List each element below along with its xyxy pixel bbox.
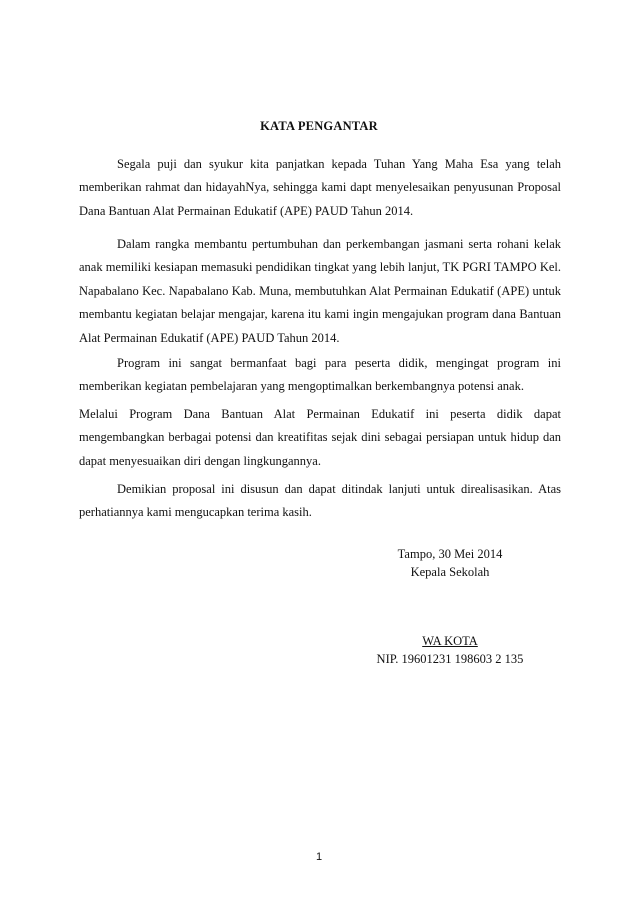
closing-block bbox=[360, 545, 540, 581]
page-number: 1 bbox=[315, 851, 323, 863]
document-title: KATA PENGANTAR bbox=[260, 119, 378, 133]
paragraph-2: Dalam rangka membantu pertumbuhan dan perkembangan jasmani serta rohani kelak anak memiliki kesiapan memasuki pendidikan tingkat yang lebih lanjut, TK PGRI TAMPO Kel. Napabalano Kec. Napabalano Kab. Muna, membutuhkan Alat Permainan Edukatif (APE) untuk membantu kegiatan belajar mengajar, karena itu kami ingin mengajukan program dana Bantuan Alat Permainan Edukatif (APE) PAUD Tahun 2014. bbox=[79, 237, 561, 345]
paragraph-4: Melalui Program Dana Bantuan Alat Permainan Edukatif ini peserta didik dapat mengembangkan berbagai potensi dan kreatifitas sejak dini sebagai persiapan untuk hidup dan dapat menyesuaikan diri dengan lingkungannya. bbox=[79, 407, 561, 468]
signatory-position: Kepala Sekolah bbox=[410, 565, 490, 579]
paragraph-1: Segala puji dan syukur kita panjatkan kepada Tuhan Yang Maha Esa yang telah memberikan rahmat dan hidayahNya, sehingga kami dapt menyelesaikan penyusunan Proposal Dana Bantuan Alat Permainan Edukatif (APE) PAUD Tahun 2014. bbox=[79, 157, 561, 218]
signatory-name: WA KOTA bbox=[422, 634, 478, 648]
signature-block bbox=[360, 632, 540, 668]
place-date: Tampo, 30 Mei 2014 bbox=[397, 547, 503, 561]
paragraph-5: Demikian proposal ini disusun dan dapat ditindak lanjuti untuk direalisasikan. Atas perhatiannya kami mengucapkan terima kasih. bbox=[79, 482, 561, 520]
signatory-nip: NIP. 19601231 198603 2 135 bbox=[376, 652, 524, 666]
paragraph-3: Program ini sangat bermanfaat bagi para peserta didik, mengingat program ini memberikan kegiatan pembelajaran yang mengoptimalkan berkembangnya potensi anak. bbox=[79, 356, 561, 394]
